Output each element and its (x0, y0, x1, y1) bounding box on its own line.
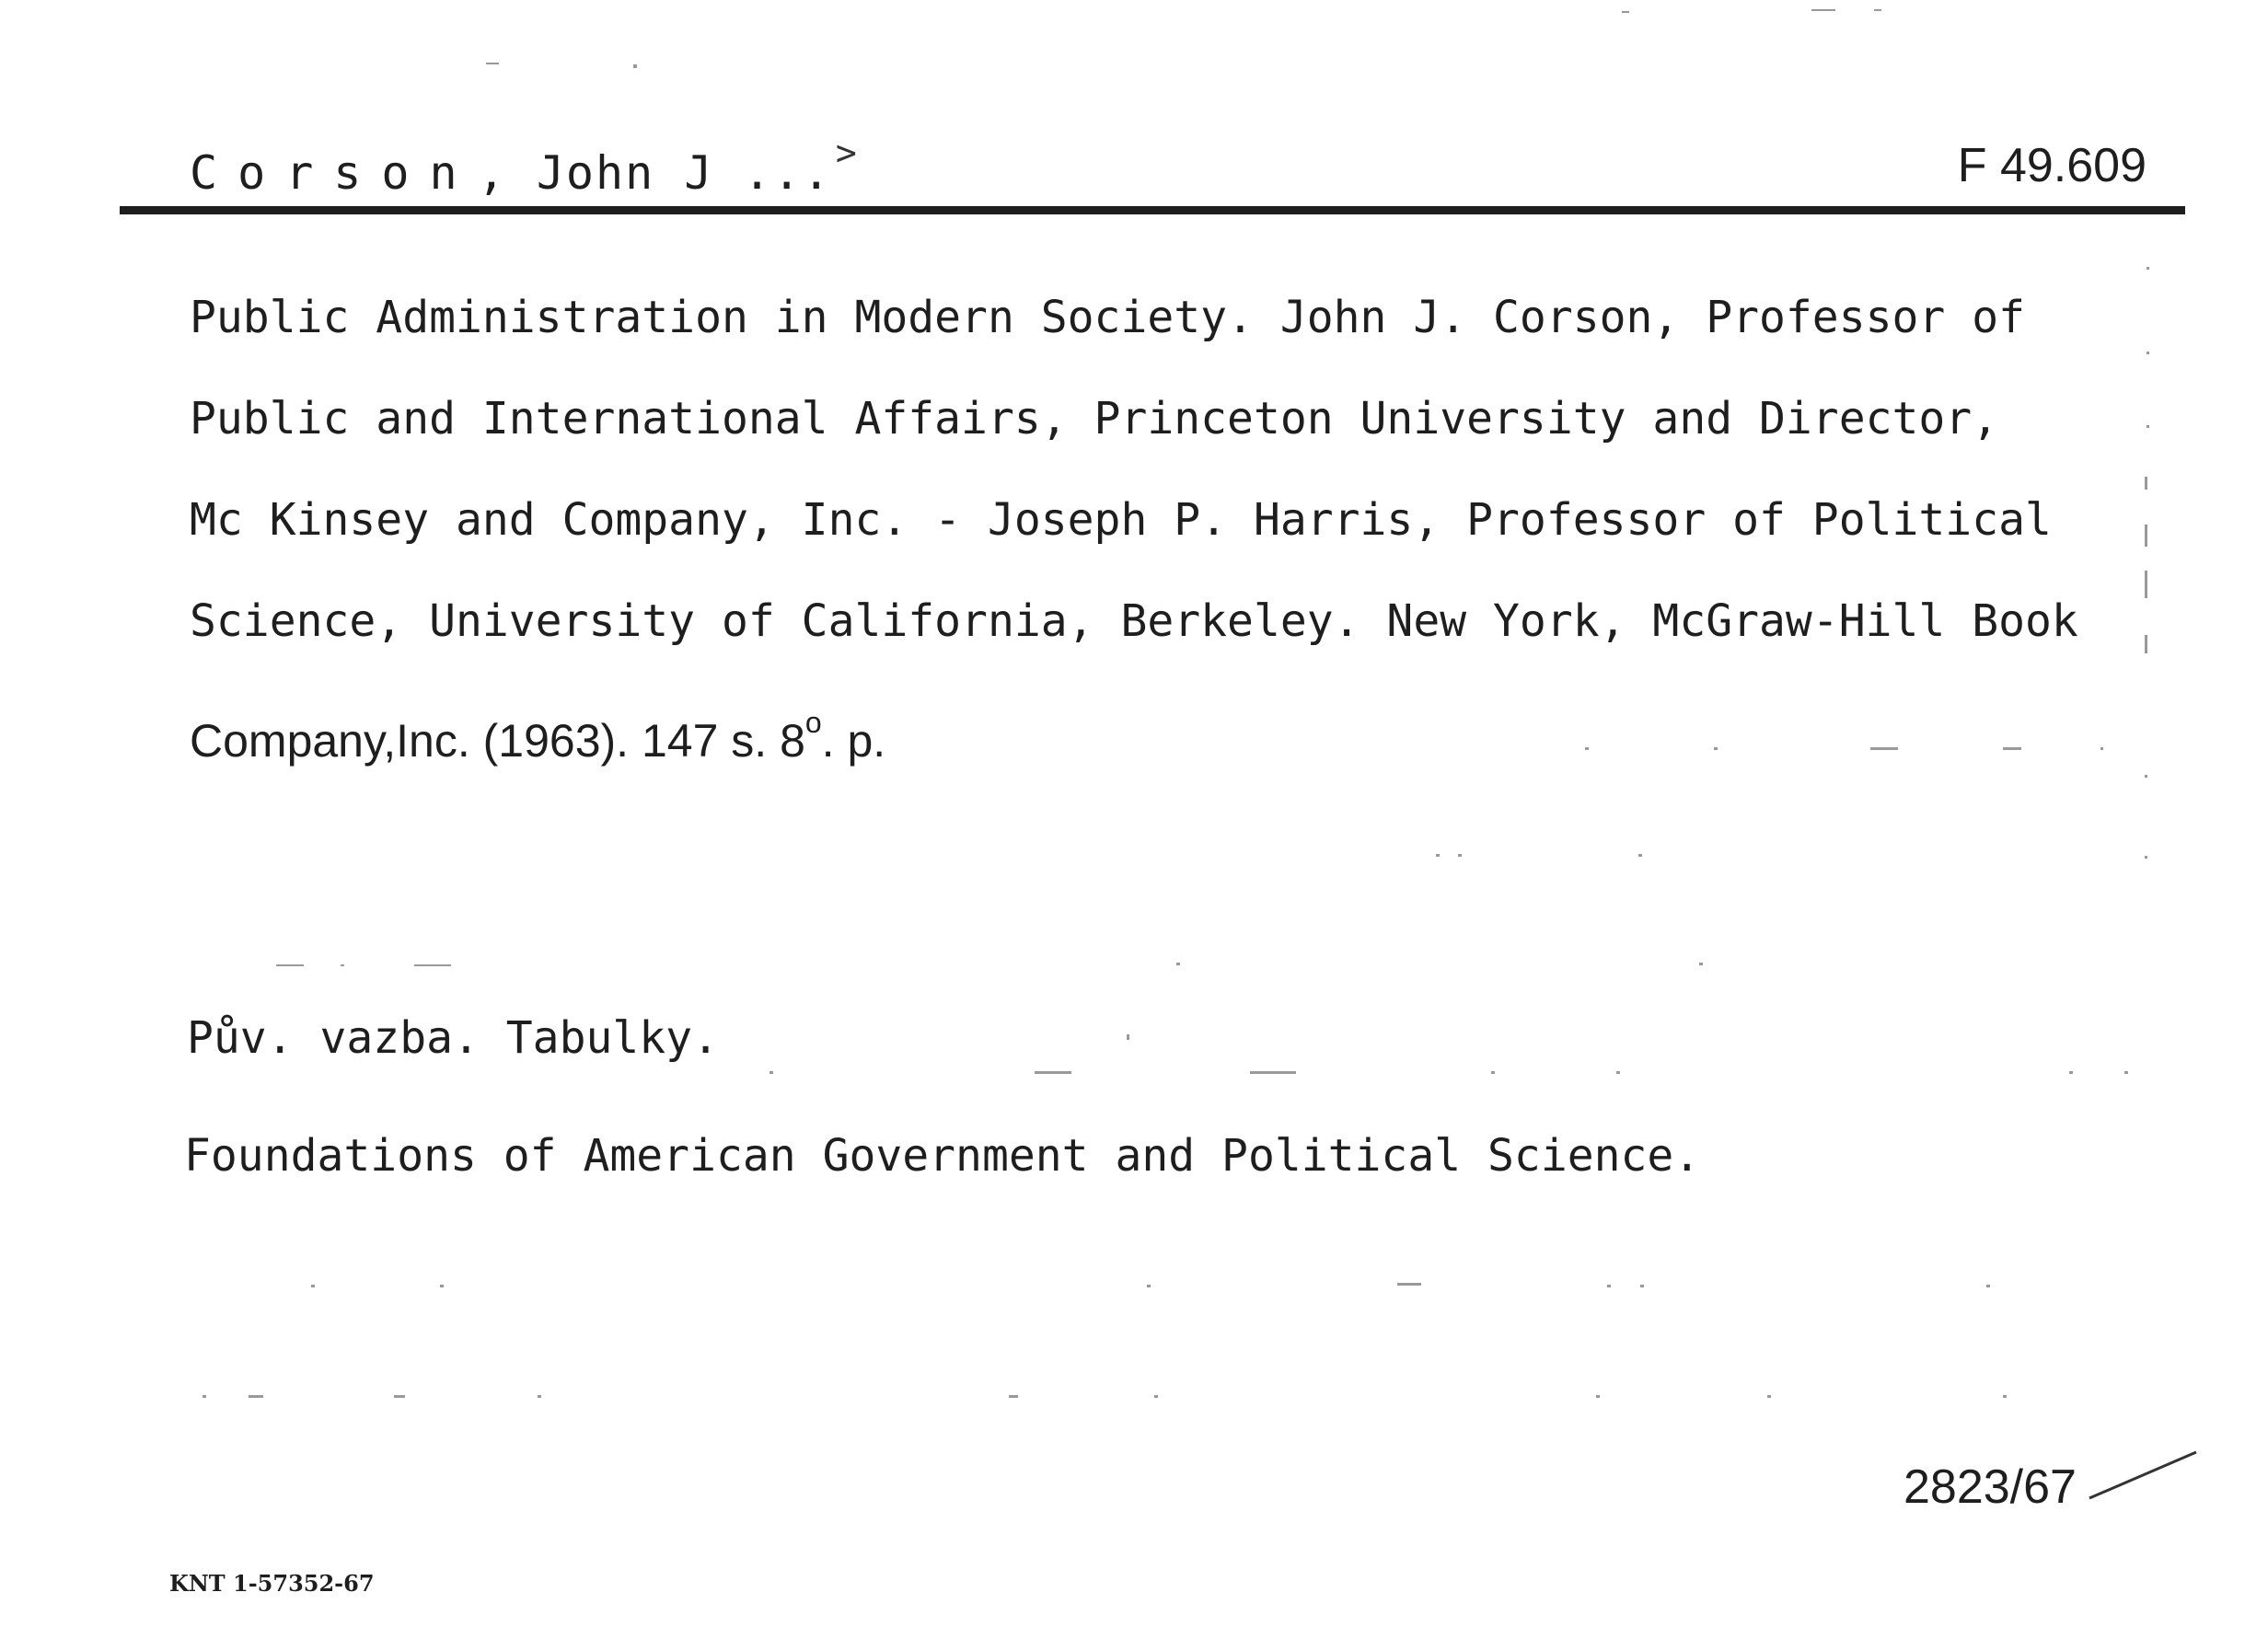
author-surname: Corson (190, 146, 478, 200)
form-code: KNT 1-57352-67 (169, 1570, 375, 1597)
proofreading-caret-mark: > (835, 133, 859, 173)
call-number: F 49.609 (1957, 139, 2146, 192)
series-statement: Foundations of American Government and Political Science. (184, 1130, 1701, 1182)
imprint-text: Company,Inc. (1963). 147 s. 8 (190, 715, 805, 767)
format-superscript: o (804, 706, 822, 739)
author-given-name: , John J ... (477, 146, 832, 200)
physical-note: Pův. vazba. Tabulky. (187, 1012, 719, 1064)
entry-line-3: Mc Kinsey and Company, Inc. - Joseph P. Harris, Professor of Political (190, 494, 2052, 546)
entry-line-2: Public and International Affairs, Princeton University and Director, (190, 393, 1999, 444)
entry-line-4: Science, University of California, Berkeley. New York, McGraw-Hill Book (190, 595, 2078, 647)
entry-line-1: Public Administration in Modern Society. John J. Corson, Professor of (190, 292, 2025, 343)
accession-number: 2823/67 (1904, 1460, 2077, 1514)
imprint-tail: . p. (821, 715, 886, 767)
